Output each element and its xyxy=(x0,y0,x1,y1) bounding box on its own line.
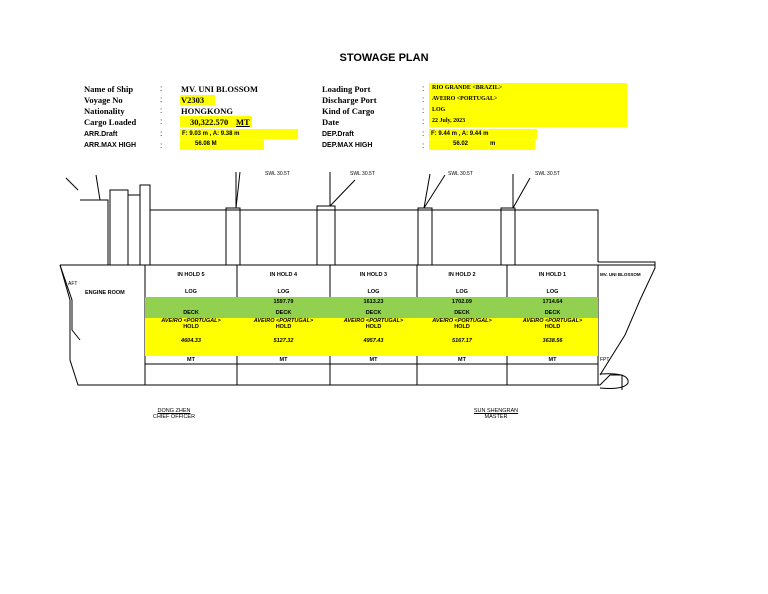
colon: : xyxy=(422,95,425,104)
signature-role: MASTER xyxy=(484,414,508,420)
signature-master xyxy=(456,408,536,420)
label-voyage-no: Voyage No xyxy=(84,95,123,105)
deck-qty: 1613.23 xyxy=(363,299,384,305)
hold-cargo: LOG xyxy=(546,289,559,295)
signature-role: CHIEF OFFICER xyxy=(152,414,196,420)
hold-qty: 3638.56 xyxy=(542,338,563,344)
unit: MT xyxy=(548,357,557,363)
hold-band xyxy=(145,318,237,356)
colon: : xyxy=(160,95,163,104)
value-kind-of-cargo: LOG xyxy=(432,107,446,113)
hold-band xyxy=(330,318,417,356)
unit: MT xyxy=(187,357,195,363)
crane-jib-1 xyxy=(236,172,240,208)
value-cargo-unit: MT xyxy=(236,117,250,127)
label-cargo-loaded: Cargo Loaded xyxy=(84,117,137,127)
value-loading-port: RIO GRANDE <BRAZIL> xyxy=(432,85,503,91)
funnel xyxy=(80,200,108,265)
crane-jib-3 xyxy=(424,174,445,208)
hold-band xyxy=(237,318,330,356)
crane-pedestal-3 xyxy=(418,208,432,265)
destination: AVEIRO <PORTUGAL> xyxy=(253,318,314,324)
hold-qty: 5167.17 xyxy=(452,338,472,344)
hold-name: IN HOLD 5 xyxy=(177,272,205,278)
hold-cargo: LOG xyxy=(367,289,380,295)
hold-cargo: LOG xyxy=(277,289,290,295)
signature-chief-officer xyxy=(134,408,214,420)
label-dep-draft: DEP.Draft xyxy=(322,131,354,138)
crane-jib-2 xyxy=(330,172,355,206)
value-date: 22 July, 2023 xyxy=(432,118,466,124)
label-nationality: Nationality xyxy=(84,106,125,116)
crane-label-2: SWL 30.5T xyxy=(350,171,375,177)
colon: : xyxy=(160,129,163,138)
colon: : xyxy=(422,141,425,150)
hold-name: IN HOLD 3 xyxy=(359,272,388,278)
unit: MT xyxy=(279,357,288,363)
hold-name: IN HOLD 1 xyxy=(538,272,567,278)
mast-aft xyxy=(66,175,100,200)
destination: AVEIRO <PORTUGAL> xyxy=(522,318,583,324)
value-dep-max-high: 56.02 xyxy=(453,141,469,147)
destination: AVEIRO <PORTUGAL> xyxy=(343,318,404,324)
unit: MT xyxy=(458,357,466,363)
crane-jib-4 xyxy=(513,174,530,208)
value-discharge-port: AVEIRO <PORTUGAL> xyxy=(432,96,498,102)
deck-label: DECK xyxy=(275,310,292,316)
label-discharge-port: Discharge Port xyxy=(322,95,377,105)
colon: : xyxy=(422,84,425,93)
deck-qty: 1702.09 xyxy=(452,299,472,305)
crane-pedestal-4 xyxy=(501,208,515,265)
signature-name: SUN SHENGRAN xyxy=(473,408,519,414)
hold-band xyxy=(507,318,598,356)
deck-band xyxy=(330,297,417,318)
superstructure xyxy=(110,185,150,265)
hold-label: HOLD xyxy=(365,324,382,330)
label-date: Date xyxy=(322,117,339,127)
destination: AVEIRO <PORTUGAL> xyxy=(432,318,492,324)
deck-qty xyxy=(145,297,237,306)
deck-qty: 1597.79 xyxy=(273,299,294,305)
label-arr-max-high: ARR.MAX HIGH xyxy=(84,142,137,149)
value-arr-draft: F: 9.03 m , A: 9.38 m xyxy=(180,129,298,139)
hold-qty: 4957.43 xyxy=(363,338,384,344)
cargo-deck-outline xyxy=(150,210,598,265)
label-dep-max-high: DEP.MAX HIGH xyxy=(322,142,373,149)
hold-band xyxy=(417,318,507,356)
crane-pedestal-1 xyxy=(226,208,240,265)
hold-label: HOLD xyxy=(454,324,470,330)
hold-qty: 5127.32 xyxy=(273,338,294,344)
colon: : xyxy=(160,141,163,150)
value-cargo-loaded: 30,322.570 xyxy=(190,117,229,127)
value-name-of-ship: MV. UNI BLOSSOM xyxy=(181,84,259,94)
label-kind-of-cargo: Kind of Cargo xyxy=(322,106,375,116)
value-arr-max-high: 56.08 M xyxy=(195,141,217,147)
deck-label: DECK xyxy=(544,310,561,316)
hold-qty: 4604.33 xyxy=(181,338,201,344)
value-dep-draft: F: 9.44 m , A: 9.44 m xyxy=(429,129,537,139)
colon: : xyxy=(160,84,163,93)
deck-label: DECK xyxy=(454,310,470,316)
hold-label: HOLD xyxy=(183,324,199,330)
value-nationality: HONGKONG xyxy=(181,106,233,116)
hold-label: HOLD xyxy=(275,324,292,330)
colon: : xyxy=(422,117,425,126)
colon: : xyxy=(422,106,425,115)
crane-pedestal-2 xyxy=(317,206,335,265)
ship-name-bow: MV. UNI BLOSSOM xyxy=(600,272,641,277)
deck-band xyxy=(237,297,330,318)
colon: : xyxy=(160,106,163,115)
hold-name: IN HOLD 4 xyxy=(269,272,298,278)
unit: MT xyxy=(369,357,378,363)
aft-label: AFT xyxy=(68,281,78,287)
colon: : xyxy=(160,117,163,126)
fpt-label: FPT xyxy=(600,357,610,363)
destination: AVEIRO <PORTUGAL> xyxy=(161,318,221,324)
crane-label-4: SWL 30.5T xyxy=(535,171,560,177)
label-arr-draft: ARR.Draft xyxy=(84,131,118,138)
hold-cargo: LOG xyxy=(456,289,468,295)
deck-band xyxy=(417,297,507,318)
value-voyage-no: V2303 xyxy=(180,95,215,105)
signature-name: DONG ZHEN xyxy=(157,408,191,414)
page-title: STOWAGE PLAN xyxy=(339,52,429,64)
value-dep-max-high-unit: m xyxy=(490,141,496,147)
deck-band xyxy=(145,297,237,318)
engine-room-label: ENGINE ROOM xyxy=(85,290,125,296)
deck-band xyxy=(507,297,598,318)
crane-label-3: SWL 30.5T xyxy=(448,171,473,177)
colon: : xyxy=(422,129,425,138)
crane-label-1: SWL 30.5T xyxy=(265,171,290,177)
deck-qty: 1714.64 xyxy=(542,299,563,305)
hold-name: IN HOLD 2 xyxy=(448,272,476,278)
label-loading-port: Loading Port xyxy=(322,84,371,94)
deck-label: DECK xyxy=(183,310,199,316)
hold-label: HOLD xyxy=(544,324,561,330)
label-name-of-ship: Name of Ship xyxy=(84,84,134,94)
deck-label: DECK xyxy=(365,310,382,316)
hold-cargo: LOG xyxy=(185,289,197,295)
